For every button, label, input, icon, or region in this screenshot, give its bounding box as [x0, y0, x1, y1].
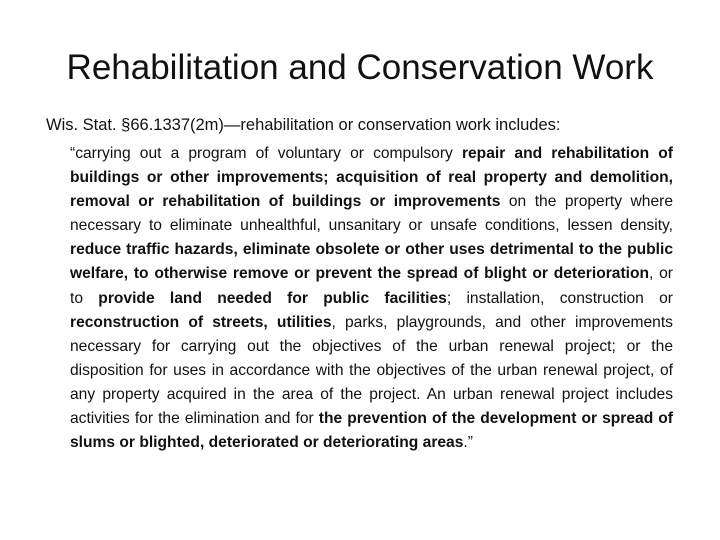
- quote-segment-bold: provide land needed for public facilities: [98, 289, 447, 307]
- quote-segment: ; installation, construction or: [446, 289, 673, 307]
- quote-segment-bold: reduce traffic hazards, eliminate obsolete or other uses detrimental to the public welfare, to otherwise remove or prevent the spread of blight or deterioration: [70, 241, 673, 283]
- slide-title: Rehabilitation and Conservation Work: [66, 48, 654, 87]
- quote-segment: on the property where necessary to eliminate unhealthful, unsanitary or unsafe conditions, lessen density,: [70, 193, 674, 235]
- quote-segment: “carrying out a program of voluntary or compulsory: [70, 145, 462, 162]
- statute-quote: [70, 142, 673, 455]
- quote-segment-bold: repair and rehabilitation of buildings or other improvements; acquisition of real property and demolition, removal or rehabilitation of buildings or improvements: [70, 145, 673, 211]
- quote-segment-bold: reconstruction of streets, utilities: [70, 313, 332, 331]
- quote-segment-bold: the prevention of the development or spread of slums or blighted, deteriorated or deteriorating areas: [70, 410, 673, 452]
- statute-citation: Wis. Stat. §66.1337(2m)—rehabilitation or conservation work includes:: [46, 116, 561, 134]
- quote-segment: , or to: [70, 265, 673, 307]
- quote-segment: .”: [463, 434, 473, 452]
- quote-segment: , parks, playgrounds, and other improvements necessary for carrying out the objectives of the urban renewal project; or the disposition for uses in accordance with the objectives of the urban renewal project, of any property acquired in the area of the project. An urban renewal project includes activities for the elimination and for: [70, 313, 673, 428]
